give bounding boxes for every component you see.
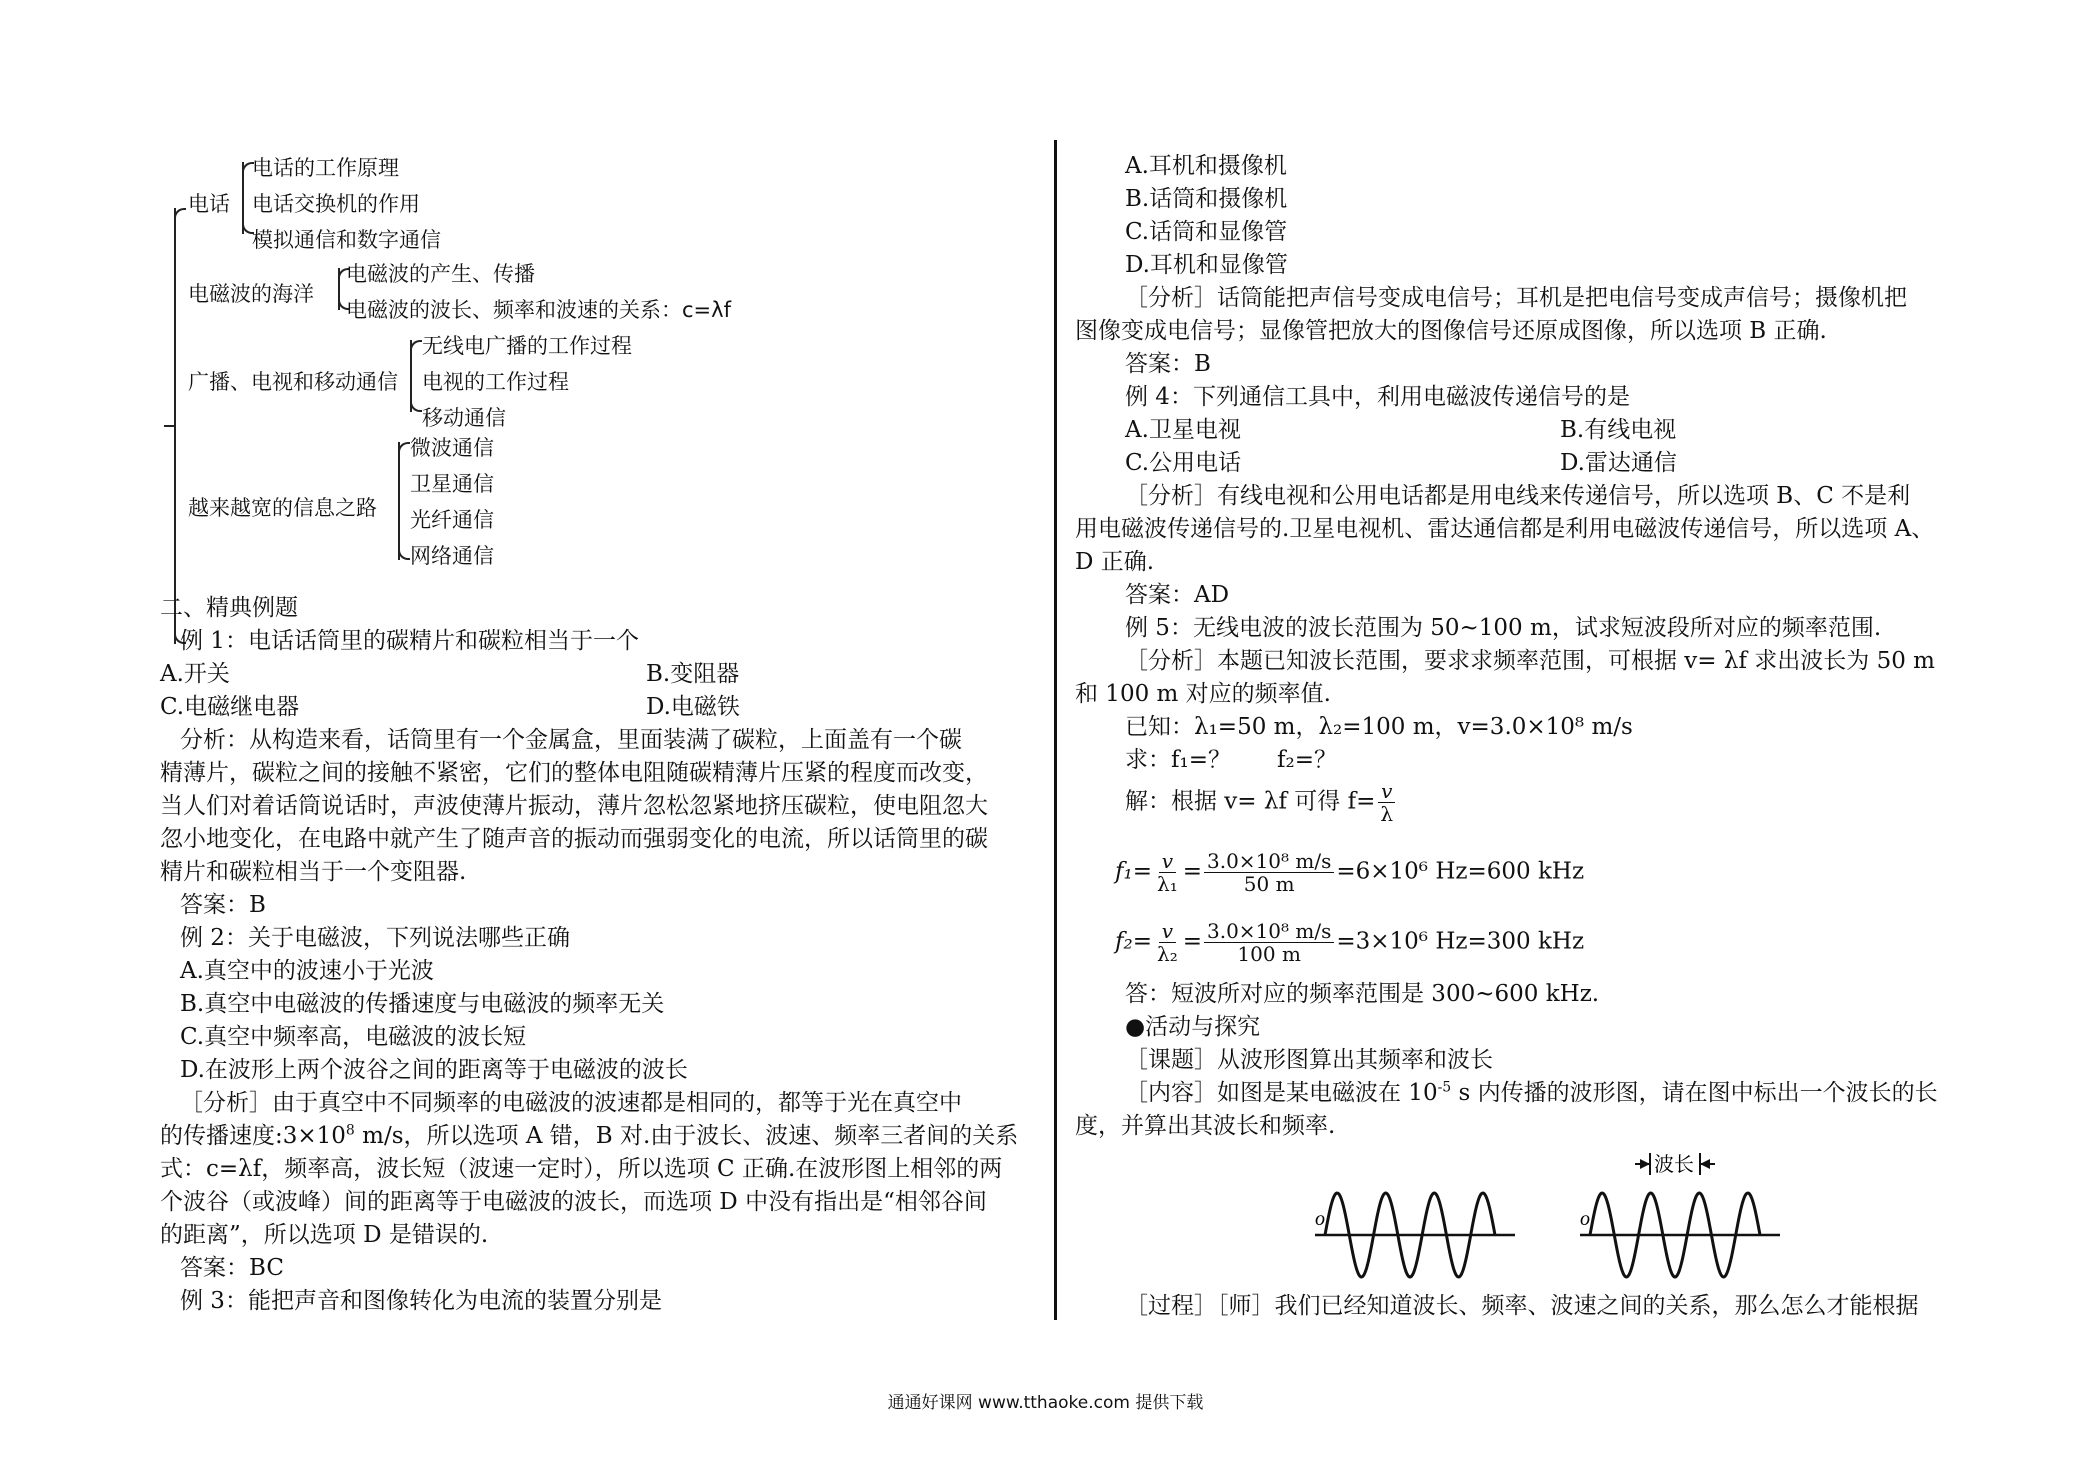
content-line: 度，并算出其波长和频率. — [1075, 1113, 1336, 1139]
known-values: 已知：λ₁=50 m，λ₂=100 m，v=3.0×10⁸ m/s — [1125, 714, 1633, 740]
analysis-line: ［分析］本题已知波长范围，要求求频率范围，可根据 v= λf 求出波长为 50 m — [1125, 648, 1935, 674]
tree-root-broadcast: 广播、电视和移动通信 — [188, 370, 398, 394]
option-c: C.公用电话 — [1125, 450, 1242, 476]
tree-phone-item: 电话的工作原理 — [252, 156, 399, 180]
answer: 答案：B — [180, 892, 266, 918]
analysis-line: 和 100 m 对应的频率值. — [1075, 681, 1331, 707]
example-question: 例 4：下列通信工具中，利用电磁波传递信号的是 — [1125, 384, 1630, 410]
arrow-left-icon — [1700, 1159, 1710, 1169]
option-d: D.耳机和显像管 — [1125, 252, 1288, 278]
analysis-line: 式：c=λf，频率高，波长短（波速一定时），所以选项 C 正确.在波形图上相邻的两 — [160, 1156, 1003, 1182]
analysis-line: 的距离”，所以选项 D 是错误的. — [160, 1222, 489, 1248]
wave-origin-label: o — [1315, 1208, 1325, 1230]
analysis-line: 精片和碳粒相当于一个变阻器. — [160, 859, 467, 885]
content-line: ［内容］如图是某电磁波在 $10^{-5}$ s 内传播的波形图，请在图中标出一个波长的长 — [1125, 1079, 1938, 1106]
find-values: 求：f₁=？ f₂=？ — [1125, 747, 1338, 773]
option-b: B.话筒和摄像机 — [1125, 186, 1288, 212]
example-question: 例 2：关于电磁波，下列说法哪些正确 — [180, 925, 570, 951]
tree-broadcast-item: 移动通信 — [422, 406, 506, 430]
analysis-line: 图像变成电信号；显像管把放大的图像信号还原成图像，所以选项 B 正确. — [1075, 318, 1827, 344]
analysis-line: D 正确. — [1075, 549, 1155, 575]
analysis-line: 个波谷（或波峰）间的距离等于电磁波的波长，而选项 D 中没有指出是“相邻谷间 — [160, 1189, 987, 1215]
f2-equation: f₂= $\frac{v}{\text{λ₂}}$ = $\frac{\text{3.0×10⁸ m/s}}{100 m}$ =3×10⁶ Hz=300 kHz — [1115, 919, 1585, 966]
tree-info-item: 卫星通信 — [410, 472, 494, 496]
answer: 答案：B — [1125, 351, 1211, 377]
tree-broadcast-item: 电视的工作过程 — [422, 370, 569, 394]
tree-em-item: 电磁波的产生、传播 — [346, 262, 535, 286]
option-d: D.电磁铁 — [646, 694, 740, 720]
f1-equation: f₁= $\frac{v}{\text{λ₁}}$ = $\frac{\text{3.0×10⁸ m/s}}{50 m}$ =6×10⁶ Hz=600 kHz — [1115, 849, 1585, 896]
option-c: C.电磁继电器 — [160, 694, 300, 720]
main-brace — [174, 208, 176, 644]
analysis-line: 的传播速度$:3\times 10^8$ m/s，所以选项 A 错，B 对.由于波长、波速、频率三者间的关系 — [160, 1122, 1019, 1149]
tree-root-info: 越来越宽的信息之路 — [188, 496, 377, 520]
answer: 答：短波所对应的频率范围是 300~600 kHz. — [1125, 981, 1600, 1007]
analysis-line: ［分析］话筒能把声信号变成电信号；耳机是把电信号变成声信号；摄像机把 — [1125, 285, 1907, 311]
analysis-line: 用电磁波传递信号的.卫星电视机、雷达通信都是利用电磁波传递信号，所以选项 A、 — [1075, 516, 1935, 542]
tree-root-em: 电磁波的海洋 — [188, 282, 314, 306]
option-a: A.卫星电视 — [1125, 417, 1241, 443]
example-question: 例 5：无线电波的波长范围为 50~100 m，试求短波段所对应的频率范围. — [1125, 615, 1882, 641]
solution-line: 解：根据 v= λf 可得 f= $\frac{v}{\lambda}$ — [1125, 780, 1398, 825]
topic-line: ［课题］从波形图算出其频率和波长 — [1125, 1047, 1493, 1073]
process-line: ［过程］［师］我们已经知道波长、频率、波速之间的关系，那么怎么才能根据 — [1125, 1293, 1919, 1319]
tree-info-item: 网络通信 — [410, 544, 494, 568]
tree-info-item: 光纤通信 — [410, 508, 494, 532]
tree-info-item: 微波通信 — [410, 436, 494, 460]
option-d: D.在波形上两个波谷之间的距离等于电磁波的波长 — [180, 1057, 688, 1083]
arrow-right-icon — [1640, 1159, 1650, 1169]
tree-phone-item: 模拟通信和数字通信 — [252, 228, 441, 252]
wave-origin-label: o — [1580, 1208, 1590, 1230]
analysis-line: 当人们对着话筒说话时，声波使薄片振动，薄片忽松忽紧地挤压碳粒，使电阻忽大 — [160, 793, 988, 819]
answer: 答案：BC — [180, 1255, 284, 1281]
wavelength-label: 波长 — [1654, 1152, 1694, 1176]
option-b: B.有线电视 — [1560, 417, 1677, 443]
tree-phone-item: 电话交换机的作用 — [252, 192, 420, 216]
option-b: B.变阻器 — [646, 661, 740, 687]
option-c: C.话筒和显像管 — [1125, 219, 1288, 245]
section-title: 二、精典例题 — [160, 595, 298, 621]
tree-root-phone: 电话 — [188, 192, 230, 216]
tree-broadcast-item: 无线电广播的工作过程 — [422, 334, 632, 358]
analysis-line: 分析：从构造来看，话筒里有一个金属盒，里面装满了碳粒，上面盖有一个碳 — [180, 727, 962, 753]
option-c: C.真空中频率高，电磁波的波长短 — [180, 1024, 527, 1050]
analysis-line: ［分析］由于真空中不同频率的电磁波的波速都是相同的，都等于光在真空中 — [180, 1090, 962, 1116]
example-question: 例 1：电话话筒里的碳精片和碳粒相当于一个 — [180, 628, 639, 654]
wave-figure-2 — [1580, 1152, 1780, 1277]
analysis-line: 忽小地变化，在电路中就产生了随声音的振动而强弱变化的电流，所以话筒里的碳 — [160, 826, 988, 852]
activity-title: ●活动与探究 — [1125, 1014, 1261, 1040]
example-question: 例 3：能把声音和图像转化为电流的装置分别是 — [180, 1288, 662, 1314]
option-a: A.开关 — [160, 661, 230, 687]
answer: 答案：AD — [1125, 582, 1230, 608]
option-d: D.雷达通信 — [1560, 450, 1677, 476]
analysis-line: 精薄片，碳粒之间的接触不紧密，它们的整体电阻随碳精薄片压紧的程度而改变， — [160, 760, 988, 786]
option-a: A.耳机和摄像机 — [1125, 153, 1287, 179]
wave-figure-1 — [1315, 1193, 1515, 1277]
option-b: B.真空中电磁波的传播速度与电磁波的频率无关 — [180, 991, 665, 1017]
formula-fraction: $\frac{v}{\lambda}$ — [1377, 780, 1396, 825]
wave-diagrams — [1315, 1145, 1955, 1285]
analysis-line: ［分析］有线电视和公用电话都是用电线来传递信号，所以选项 B、C 不是利 — [1125, 483, 1911, 509]
column-divider — [1054, 140, 1057, 1320]
option-a: A.真空中的波速小于光波 — [180, 958, 434, 984]
tree-em-item: 电磁波的波长、频率和波速的关系：c=λf — [346, 298, 731, 322]
footer-watermark: 通通好课网 www.tthaoke.com 提供下载 — [887, 1393, 1204, 1413]
